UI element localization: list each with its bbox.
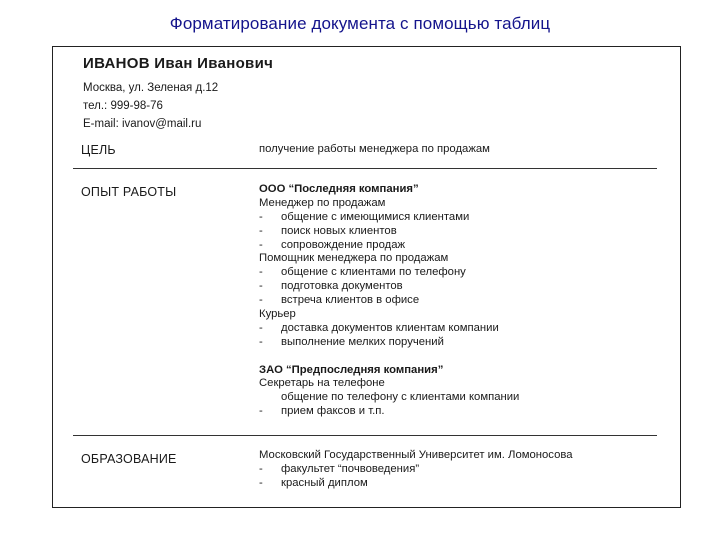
list-dash: - bbox=[259, 210, 263, 223]
list-dash: - bbox=[259, 463, 263, 475]
line-text: прием факсов и т.п. bbox=[281, 405, 385, 418]
resume-email: E-mail: ivanov@mail.ru bbox=[83, 118, 202, 130]
resume-document bbox=[52, 46, 681, 508]
line-text: факультет “почвоведения” bbox=[281, 463, 420, 475]
company-name bbox=[259, 183, 519, 197]
section-divider bbox=[73, 168, 657, 169]
line-text: Курьер bbox=[259, 308, 296, 321]
list-dash: - bbox=[259, 238, 263, 251]
duty-item bbox=[259, 294, 519, 308]
experience-label: ОПЫТ РАБОТЫ bbox=[81, 185, 177, 199]
line-text: подготовка документов bbox=[281, 280, 403, 293]
job-position bbox=[259, 308, 519, 322]
line-text: сопровождение продаж bbox=[281, 238, 406, 251]
duty-item bbox=[259, 391, 519, 405]
duty-item bbox=[259, 225, 519, 239]
job-position bbox=[259, 377, 519, 391]
objective-label: ЦЕЛЬ bbox=[81, 143, 116, 157]
list-dash: - bbox=[259, 280, 263, 293]
duty-item bbox=[259, 322, 519, 336]
section-divider bbox=[73, 435, 657, 436]
experience-list bbox=[259, 183, 519, 419]
line-text: Менеджер по продажам bbox=[259, 196, 386, 209]
line-text: общение с имеющимися клиентами bbox=[281, 210, 470, 223]
duty-item bbox=[259, 280, 519, 294]
line-text: встреча клиентов в офисе bbox=[281, 294, 420, 307]
line-text: Помощник менеджера по продажам bbox=[259, 252, 449, 265]
duty-item bbox=[259, 405, 519, 419]
objective-text: получение работы менеджера по продажам bbox=[259, 143, 490, 155]
job-position bbox=[259, 197, 519, 211]
education-label: ОБРАЗОВАНИЕ bbox=[81, 452, 177, 466]
line-text: ООО “Последняя компания” bbox=[259, 183, 419, 195]
slide-title: Форматирование документа с помощью таблиц bbox=[169, 14, 551, 33]
education-list bbox=[259, 463, 419, 491]
line-text: красный диплом bbox=[281, 476, 368, 489]
line-text: доставка документов клиентам компании bbox=[281, 321, 499, 334]
job-position bbox=[259, 252, 519, 266]
duty-item bbox=[259, 211, 519, 225]
line-text: общение с клиентами по телефону bbox=[281, 266, 466, 279]
resume-name: ИВАНОВ Иван Иванович bbox=[83, 55, 274, 72]
duty-item bbox=[259, 266, 519, 280]
duty-item bbox=[259, 336, 519, 350]
list-dash: - bbox=[259, 405, 263, 418]
list-dash: - bbox=[259, 294, 263, 307]
list-dash: - bbox=[259, 321, 263, 334]
duty-item bbox=[259, 477, 419, 491]
duty-item bbox=[259, 239, 519, 253]
line-text: выполнение мелких поручений bbox=[281, 335, 444, 348]
line-text: Секретарь на телефоне bbox=[259, 377, 385, 390]
line-text: поиск новых клиентов bbox=[281, 224, 397, 237]
resume-address: Москва, ул. Зеленая д.12 bbox=[83, 82, 219, 94]
list-gap bbox=[259, 350, 519, 364]
line-text: общение по телефону с клиентами компании bbox=[281, 391, 520, 404]
line-text: ЗАО “Предпоследняя компания” bbox=[259, 363, 444, 376]
resume-phone: тел.: 999-98-76 bbox=[83, 100, 163, 112]
company-name bbox=[259, 364, 519, 378]
duty-item bbox=[259, 463, 419, 477]
list-dash: - bbox=[259, 335, 263, 348]
list-dash: - bbox=[259, 224, 263, 237]
education-institution: Московский Государственный Университет им. Ломоносова bbox=[259, 449, 573, 461]
list-dash: - bbox=[259, 476, 263, 489]
list-dash: - bbox=[259, 266, 263, 279]
